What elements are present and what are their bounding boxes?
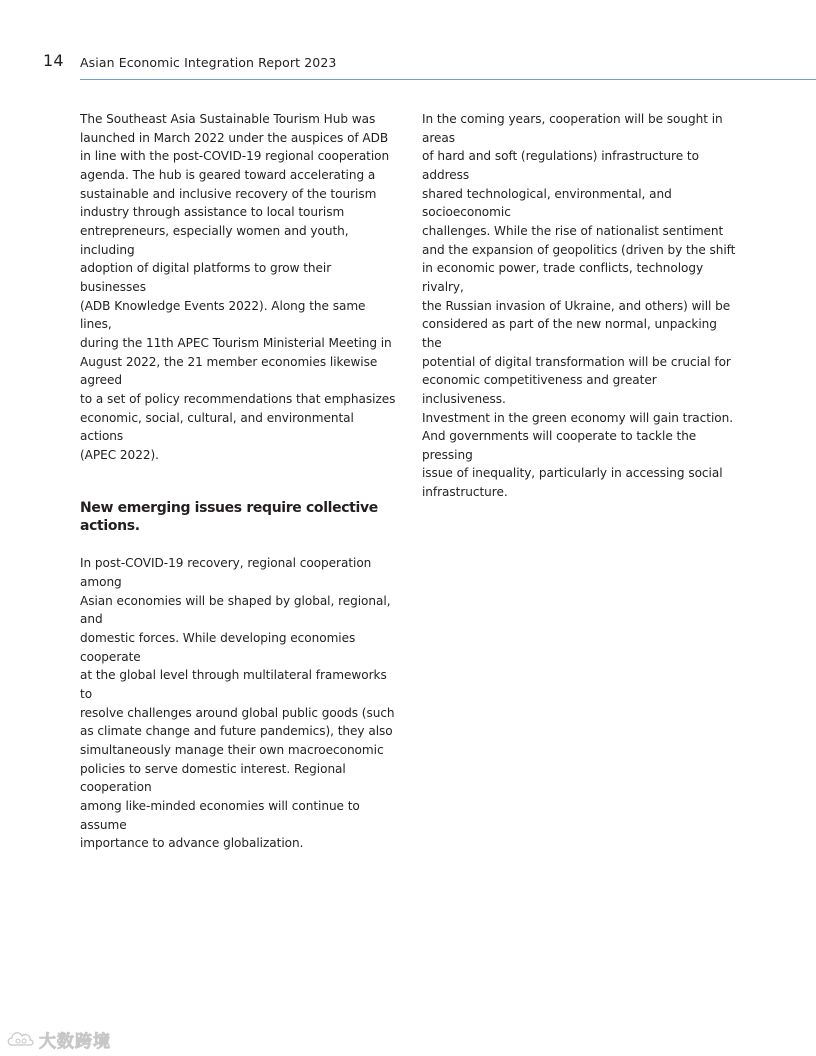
- left-paragraph-2: In post-COVID-19 recovery, regional cooperation among Asian economies will be shaped by global, regional, and domestic forces. While developing economies cooperate at the global level through multilateral frameworks to resolve challenges around global public goods (such as climate change and future pandemics), they also simultaneously manage their own macroeconomic policies to serve domestic interest. Regional cooperation among like-minded economies will continue to assume importance to advance globalization.: [80, 556, 395, 851]
- spacer: [80, 535, 398, 554]
- page-number: 14: [43, 51, 64, 70]
- cloud-logo-icon: [6, 1028, 36, 1050]
- left-paragraph-1: The Southeast Asia Sustainable Tourism Hub was launched in March 2022 under the auspices of ADB in line with the post-COVID-19 regional cooperation agenda. The hub is geared toward accelerating a sustainable and inclusive recovery of the tourism industry through assistance to local tourism entrepreneurs, especially women and youth, including adoption of digital platforms to grow their businesses (ADB Knowledge Events 2022). Along the same lines, during the 11th APEC Tourism Ministerial Meeting in August 2022, the 21 member economies likewise agreed to a set of policy recommendations that emphasizes economic, social, cultural, and environmental actions (APEC 2022).: [80, 112, 396, 462]
- watermark-text: 大数跨境: [39, 1031, 111, 1052]
- section-heading: New emerging issues require collective actions.: [80, 500, 378, 535]
- left-column: [80, 110, 398, 853]
- header-rule: [80, 79, 816, 80]
- page-header: [0, 0, 816, 80]
- right-paragraph-1: In the coming years, cooperation will be sought in areas of hard and soft (regulations) infrastructure to address shared technological, environmental, and socioeconomic challenges. While the rise of nationalist sentiment and the expansion of geopolitics (driven by the shift in economic power, trade conflicts, technology rivalry, the Russian invasion of Ukraine, and others) will be considered as part of the new normal, unpacking the potential of digital transformation will be crucial for economic competitiveness and greater inclusiveness. Investment in the green economy will gain traction. And governments will cooperate to tackle the pressing issue of inequality, particularly in accessing social infrastructure.: [422, 112, 736, 500]
- spacer: [80, 464, 398, 499]
- right-column: [422, 110, 740, 502]
- watermark: [6, 1026, 111, 1052]
- running-title: Asian Economic Integration Report 2023: [80, 55, 337, 70]
